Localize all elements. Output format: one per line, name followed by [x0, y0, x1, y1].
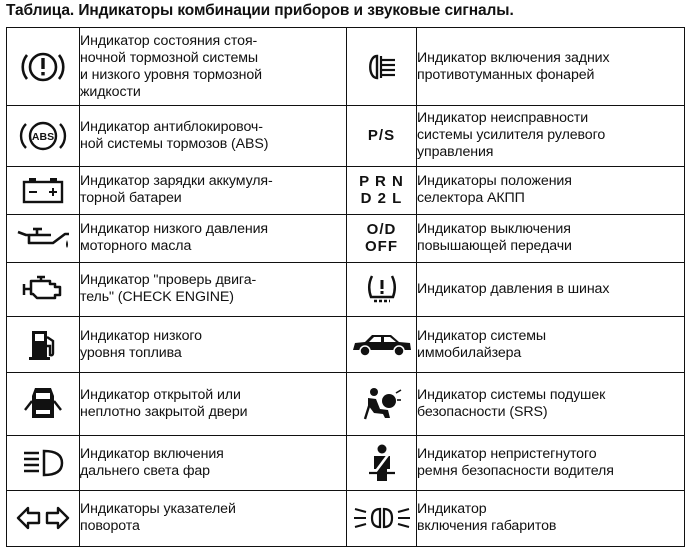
icon-cell [7, 373, 80, 435]
table-row [7, 435, 685, 490]
indicator-description: Индикаторы указателей поворота [80, 490, 347, 546]
indicator-description: Индикатор включения задних противотуманных фонарей [417, 28, 685, 106]
icon-cell [7, 490, 80, 546]
table-row [7, 166, 685, 214]
indicator-description: Индикатор открытой или неплотно закрытой двери [80, 373, 347, 435]
gear-selector-code: P R N D 2 L [359, 172, 404, 207]
indicator-description: Индикатор включения дальнего света фар [80, 435, 347, 490]
indicator-description: Индикатор выключения повышающей передачи [417, 214, 685, 262]
indicator-description: Индикатор неисправности системы усилителя рулевого управления [417, 106, 685, 166]
power-steering-code: P/S [367, 126, 396, 144]
parking-lights-icon [351, 503, 413, 533]
rear-fog-lamp-icon [364, 52, 400, 82]
indicator-description: Индикатор давления в шинах [417, 262, 685, 316]
indicator-description: Индикаторы положения селектора АКПП [417, 166, 685, 214]
indicators-table [6, 27, 685, 547]
indicator-description: Индикатор зарядки аккумуля- торной батареи [80, 166, 347, 214]
fuel-pump-icon [26, 328, 60, 362]
table-row [7, 106, 685, 166]
icon-cell [347, 214, 417, 262]
battery-icon [20, 175, 66, 205]
brake-warning-icon [20, 47, 66, 87]
icon-cell [347, 373, 417, 435]
icon-cell [347, 106, 417, 166]
icon-cell [347, 435, 417, 490]
svg-text:ABS: ABS [31, 130, 55, 143]
icon-cell [7, 106, 80, 166]
icon-cell [7, 262, 80, 316]
table-row [7, 28, 685, 106]
icon-cell [347, 166, 417, 214]
icon-cell [347, 28, 417, 106]
indicator-description: Индикатор включения габаритов [417, 490, 685, 546]
seatbelt-icon [365, 443, 399, 483]
icon-cell [347, 490, 417, 546]
table-row [7, 262, 685, 316]
immobilizer-car-icon [351, 332, 413, 358]
tire-pressure-icon [363, 271, 401, 307]
airbag-icon [362, 385, 402, 423]
indicator-description: Индикатор системы иммобилайзера [417, 317, 685, 373]
table-row [7, 490, 685, 546]
table-row [7, 214, 685, 262]
abs-icon [19, 117, 67, 155]
indicator-description: Индикатор низкого уровня топлива [80, 317, 347, 373]
icon-cell [347, 317, 417, 373]
indicator-description: Индикатор "проверь двига- тель" (CHECK ENGINE) [80, 262, 347, 316]
oil-can-icon [15, 223, 71, 253]
high-beam-icon [20, 447, 66, 479]
icon-cell [7, 317, 80, 373]
indicator-description: Индикатор низкого давления моторного масла [80, 214, 347, 262]
icon-cell [7, 28, 80, 106]
overdrive-off-code: O/D OFF [365, 220, 398, 255]
indicator-description: Индикатор антиблокировоч- ной системы тормозов (ABS) [80, 106, 347, 166]
turn-signals-icon [15, 504, 71, 532]
check-engine-icon [20, 273, 66, 305]
indicator-description: Индикатор состояния стоя- ночной тормозной системы и низкого уровня тормозной жидкости [80, 28, 347, 106]
icon-cell [347, 262, 417, 316]
icon-cell [7, 435, 80, 490]
table-row [7, 373, 685, 435]
table-title: Таблица. Индикаторы комбинации приборов и звуковые сигналы. [6, 2, 514, 19]
indicator-description: Индикатор непристегнутого ремня безопасности водителя [417, 435, 685, 490]
icon-cell [7, 166, 80, 214]
indicator-description: Индикатор системы подушек безопасности (SRS) [417, 373, 685, 435]
table-row [7, 317, 685, 373]
door-open-icon [23, 384, 63, 424]
icon-cell [7, 214, 80, 262]
